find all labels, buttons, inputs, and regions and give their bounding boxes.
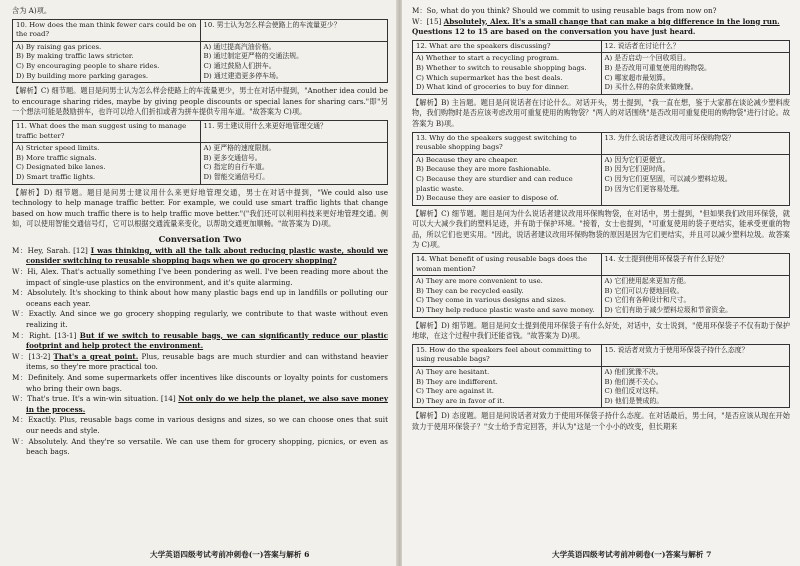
right-page	[402, 0, 800, 566]
q11-option-c: C) Designated bike lanes.	[16, 163, 106, 172]
dialogue-line: W：[13-2] That's a great point. Plus, reusable bags are much sturdier and can withstand heavier items, so they're more practical too.	[12, 351, 388, 372]
q10-zh-option-b: B) 通过制定更严格的交通法规。	[203, 52, 304, 61]
q15-chinese-options	[601, 367, 790, 408]
q12-english-stem: 12. What are the speakers discussing?	[413, 40, 602, 53]
q13-explanation: 【解析】C) 细节题。题目是问为什么说话者建议改用环保购物袋，在对话中，男士提到，"但如果我们改用环保袋，就可以大大减少我们的塑料足迹，并有助于保护环境。"接着，女士也提到，"可重复使用的袋子更结实，能承受更重的物品，所以它们也更实用。"因此，说话者建议改用环保购物袋的原因是因为它们更结实，并且可以减少塑料垃圾。故答案为 C)项。	[412, 208, 790, 250]
q14-option-c: C) They come in various designs and sizes.	[416, 296, 566, 305]
q15-zh-option-d: D) 他们是赞成的。	[604, 396, 664, 405]
question-11-table	[12, 120, 388, 185]
q12-zh-option-d: D) 买什么样的杂货来做晚餐。	[604, 83, 698, 92]
q15-option-d: D) They are in favor of it.	[416, 396, 505, 405]
q15-option-b: B) They are indifferent.	[416, 377, 498, 386]
q11-zh-option-d: D) 智能交通信号灯。	[203, 172, 270, 181]
q11-english-stem: 11. What does the man suggest using to manage traffic better?	[13, 120, 201, 142]
conversation-transcript	[12, 246, 388, 458]
q10-english-options	[13, 41, 201, 82]
q15-chinese-stem: 15. 说话者对致力于使用环保袋子持什么态度？	[601, 344, 790, 366]
q13-zh-option-d: D) 因为它们更容易处理。	[604, 184, 684, 193]
q13-chinese-stem: 13. 为什么说话者建议改用可环保购物袋？	[601, 132, 790, 154]
q14-option-d: D) They help reduce plastic waste and save money.	[416, 306, 595, 315]
q13-zh-option-a: A) 因为它们更便宜。	[604, 155, 670, 164]
q14-zh-option-a: A) 它们使用起来更加方便。	[604, 277, 691, 286]
q11-zh-option-c: C) 指定的自行车道。	[203, 163, 269, 172]
q15-explanation: 【解析】D) 态度题。题目是问说话者对致力于使用环保袋子持什么态度。在对话最后，男士问，"是否应该从现在开始致力于使用环保袋子？"女士给予肯定回答，并认为"这是一个小小的改变，但长期来	[412, 411, 790, 431]
dialogue-line: W：Hi, Alex. That's actually something I've been pondering as well. I've been reading more about the impact of single-use plastics on the environment, and it's quite alarming.	[12, 267, 388, 287]
q13-option-b: B) Because they are more fashionable.	[416, 165, 551, 174]
q14-chinese-options	[601, 276, 790, 317]
right-page-footer: 大学英语四级考试考前冲刺卷(一)答案与解析 7	[552, 550, 712, 559]
q15-zh-option-c: C) 他们反对这样。	[604, 387, 663, 396]
q10-chinese-options	[200, 41, 388, 82]
dialogue-line: W：Absolutely. And they're so versatile. We can use them for grocery shopping, picnics, or even as beach bags.	[12, 436, 388, 457]
q10-option-c: C) By encouraging people to share rides.	[16, 61, 160, 70]
conversation-title: Conversation Two	[158, 233, 242, 244]
q10-chinese-stem: 10. 男士认为怎么样会使路上的车流量更少？	[200, 19, 388, 41]
question-14-table	[412, 253, 790, 318]
question-15-table	[412, 344, 790, 409]
q14-option-b: B) They can be recycled easily.	[416, 286, 524, 295]
q11-zh-option-a: A) 更严格的速度限制。	[203, 144, 276, 153]
q14-zh-option-b: B) 它们可以方便地回收。	[604, 286, 684, 295]
q11-option-b: B) More traffic signals.	[16, 153, 97, 162]
q12-option-d: D) What kind of groceries to buy for dinner.	[416, 83, 569, 92]
dialogue-line: M：So, what do you think? Should we commit to using reusable bags from now on?	[412, 6, 717, 15]
q10-option-b: B) By making traffic laws stricter.	[16, 52, 134, 61]
q10-explanation: 【解析】C) 细节题。题目是问男士认为怎么样会使路上的车流量更少，男士在对话中提到，"Another idea could be to encourage sharing rides, maybe by giving people discounts or special lanes for sharing cars."即"另一个想法可能是鼓励拼车，也许可以给人们折扣或者为拼车提供专用车道。"故答案为 C)项。	[12, 86, 388, 117]
q11-explanation: 【解析】D) 细节题。题目是问男士建议用什么来更好地管理交通，男士在对话中提到，"We could also use technology to help manage traffic better. For example, we could use smart traffic lights that change based on how much traffic there is to help traffic move better."("我们还可以利用科技来更好地管理交通。例如，可以使用智能交通信号灯，它可以根据交通流量来变化，以帮助交通更加顺畅。"故答案为 D)项。	[12, 187, 388, 229]
q12-option-a: A) Whether to start a recycling program.	[416, 54, 560, 63]
q14-english-options	[413, 276, 602, 317]
dialogue-line: M：Hey, Sarah. [12] I was thinking, with all the talk about reducing plastic waste, should we consider switching to reusable shopping bags when we go grocery shopping?	[12, 245, 388, 266]
q11-english-options	[13, 143, 201, 184]
left-page	[0, 0, 398, 566]
q15-zh-option-b: B) 他们漠不关心。	[604, 377, 663, 386]
q11-chinese-stem: 11. 男士建议用什么来更好地管理交通？	[200, 120, 388, 142]
q15-english-options	[413, 367, 602, 408]
question-12-table	[412, 40, 790, 95]
dialogue-line: W：That's true. It's a win-win situation. [14] Not only do we help the planet, we also save money in the process.	[12, 394, 388, 414]
question-13-table	[412, 132, 790, 206]
dialogue-line: M：Definitely. And some supermarkets offer incentives like discounts or loyalty points for customers who bring their own bags.	[12, 373, 388, 393]
q14-english-stem: 14. What benefit of using reusable bags does the woman mention?	[413, 254, 602, 276]
q11-zh-option-b: B) 更多交通信号。	[203, 153, 262, 162]
q10-option-d: D) By building more parking garages.	[16, 71, 149, 80]
left-page-footer: 大学英语四级考试考前冲刺卷(一)答案与解析 6	[150, 550, 310, 559]
q13-english-stem: 13. Why do the speakers suggest switching to reusable shopping bags?	[413, 132, 602, 154]
q13-option-c: C) Because they are sturdier and can reduce plastic waste.	[416, 174, 573, 193]
dialogue-line: W：[15] Absolutely, Alex. It's a small change that can make a big difference in the long run.	[412, 16, 780, 26]
q13-option-a: A) Because they are cheaper.	[416, 155, 518, 164]
q14-zh-option-d: D) 它们有助于减少塑料垃圾和节省资金。	[604, 306, 733, 315]
dialogue-line: M：Right. [13-1] But if we switch to reusable bags, we can significantly reduce our plastic footprint and help protect the environment.	[12, 330, 388, 351]
q12-option-c: C) Which supermarket has the best deals.	[416, 73, 563, 82]
dialogue-line: M：Exactly. Plus, reusable bags come in various designs and sizes, so we can choose ones that suit our needs and style.	[12, 415, 388, 435]
q14-chinese-stem: 14. 女士提到使用环保袋子有什么好处？	[601, 254, 790, 276]
questions-intro: Questions 12 to 15 are based on the conversation you have just heard.	[412, 27, 696, 37]
q10-english-stem: 10. How does the man think fewer cars could be on the road?	[13, 19, 201, 41]
q12-option-b: B) Whether to switch to reusable shopping bags.	[416, 63, 587, 72]
q10-zh-option-c: C) 通过鼓励人们拼车。	[203, 61, 276, 70]
q14-explanation: 【解析】D) 细节题。题目是问女士提到使用环保袋子有什么好处，对话中，女士说到，"使用环保袋子不仅有助于保护地球，在这个过程中我们还能省钱。"故答案为 D)项。	[412, 320, 790, 341]
question-10-table	[12, 19, 388, 84]
q15-zh-option-a: A) 他们犹豫不决。	[604, 368, 663, 376]
q10-option-a: A) By raising gas prices.	[16, 42, 102, 51]
q13-english-options	[413, 154, 602, 205]
q12-zh-option-a: A) 是否启动一个回收项目。	[604, 54, 691, 63]
q12-explanation: 【解析】B) 主旨题。题目是问说话者在讨论什么。对话开头，男士提到，"我一直在想，鉴于大家都在谈论减少塑料废物，我们购物时是否应该考虑改用可重复使用的购物袋？"两人的对话围绕"是否改用可重复使用的购物袋"进行讨论。故答案为 B)项。	[412, 97, 790, 128]
q12-chinese-options	[601, 53, 790, 94]
q10-zh-option-a: A) 通过提高汽油价格。	[203, 42, 276, 51]
q14-option-a: A) They are more convenient to use.	[416, 277, 543, 286]
dialogue-line: W：Exactly. And since we go grocery shopping regularly, we contribute to that waste without even realizing it.	[12, 309, 388, 330]
q15-option-a: A) They are hesitant.	[416, 368, 490, 376]
q11-option-d: D) Smart traffic lights.	[16, 172, 96, 181]
dialogue-line: M：Absolutely. It's shocking to think about how many plastic bags end up in landfills or polluting our oceans each year.	[12, 288, 388, 308]
q13-zh-option-c: C) 因为它们更坚固，可以减少塑料垃圾。	[604, 174, 732, 183]
q11-chinese-options	[200, 143, 388, 184]
carryover-line: 含为 A)项。	[12, 6, 52, 15]
q14-zh-option-c: C) 它们有各种设计和尺寸。	[604, 296, 691, 305]
q13-zh-option-b: B) 因为它们更时尚。	[604, 165, 670, 174]
q13-chinese-options	[601, 154, 790, 205]
q12-english-options	[413, 53, 602, 94]
q10-zh-option-d: D) 通过建造更多停车场。	[203, 71, 283, 80]
q12-zh-option-b: B) 是否改用可重复使用的购物袋。	[604, 63, 711, 72]
q11-option-a: A) Stricter speed limits.	[16, 144, 100, 153]
q15-english-stem: 15. How do the speakers feel about committing to using reusable bags?	[413, 344, 602, 366]
q12-chinese-stem: 12. 说话者在讨论什么？	[601, 40, 790, 53]
q15-option-c: C) They are against it.	[416, 387, 494, 396]
q12-zh-option-c: C) 哪家超市最划算。	[604, 73, 670, 82]
q13-option-d: D) Because they are easier to dispose of.	[416, 194, 559, 203]
